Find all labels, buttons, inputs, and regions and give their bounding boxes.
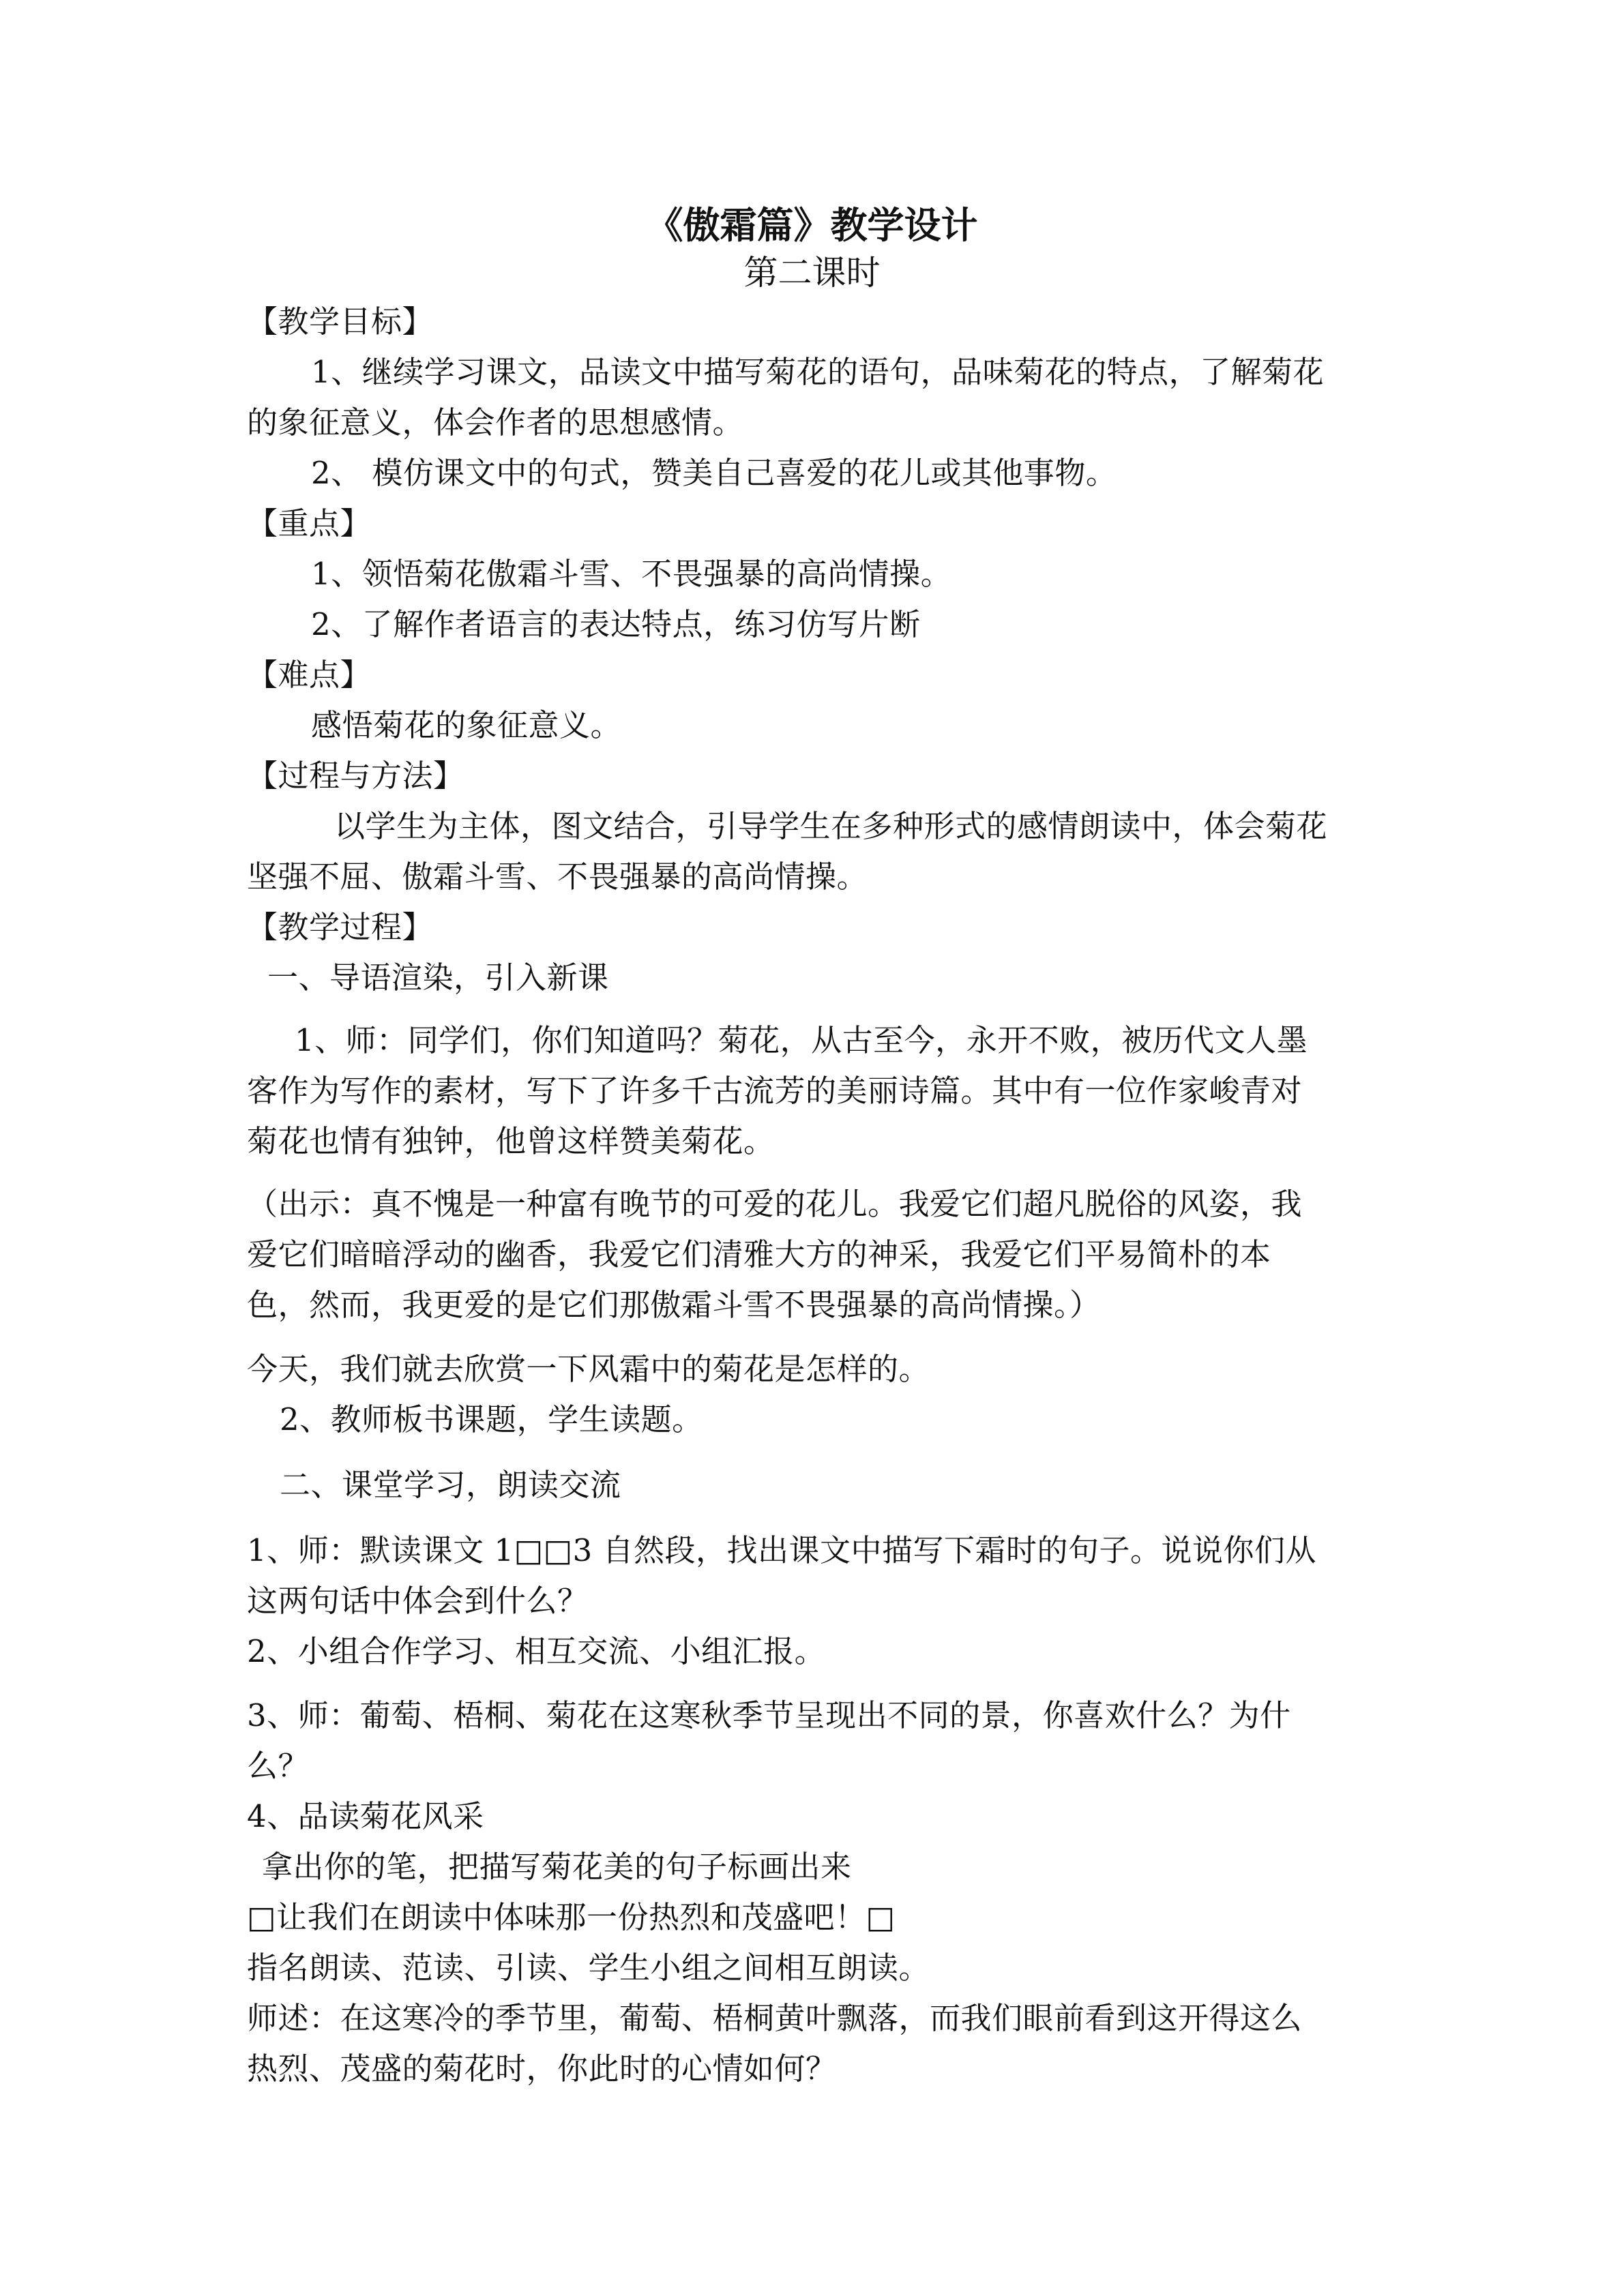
paragraph-line: 指名朗读、范读、引读、学生小组之间相互朗读。 bbox=[247, 1950, 930, 1986]
paragraph-line: 菊花也情有独钟，他曾这样赞美菊花。 bbox=[247, 1123, 775, 1159]
section-heading-key-points: 【重点】 bbox=[247, 505, 372, 541]
subsection-heading: 一、导语渲染，引入新课 bbox=[267, 959, 609, 996]
paragraph-line: 4、品读菊花风采 bbox=[247, 1798, 484, 1834]
paragraph-line: 拿出你的笔，把描写菊花美的句子标画出来 bbox=[262, 1849, 852, 1885]
quote-line: 爱它们暗暗浮动的幽香，我爱它们清雅大方的神采，我爱它们平易简朴的本 bbox=[247, 1236, 1271, 1272]
paragraph-line: 么？ bbox=[247, 1748, 310, 1784]
paragraph-line: 客作为写作的素材，写下了许多千古流芳的美丽诗篇。其中有一位作家峻青对 bbox=[247, 1073, 1303, 1109]
quote-line: 色，然而，我更爱的是它们那傲霜斗雪不畏强暴的高尚情操。） bbox=[247, 1287, 1101, 1323]
section-heading-difficulties: 【难点】 bbox=[247, 657, 372, 693]
paragraph-line: 2、了解作者语言的表达特点，练习仿写片断 bbox=[311, 606, 921, 642]
paragraph-line: 2、小组合作学习、相互交流、小组汇报。 bbox=[247, 1633, 826, 1669]
paragraph-line: 2、 模仿课文中的句式，赞美自己喜爱的花儿或其他事物。 bbox=[311, 455, 1117, 491]
page-subtitle: 第二课时 bbox=[743, 253, 881, 293]
paragraph-line: 感悟菊花的象征意义。 bbox=[311, 707, 622, 743]
paragraph-line: 这两句话中体会到什么？ bbox=[247, 1583, 589, 1619]
paragraph-line: 坚强不屈、傲霜斗雪、不畏强暴的高尚情操。 bbox=[247, 859, 868, 895]
page-title: 《傲霜篇》教学设计 bbox=[646, 203, 978, 247]
paragraph-line: 今天，我们就去欣赏一下风霜中的菊花是怎样的。 bbox=[247, 1351, 930, 1387]
quote-line: （出示：真不愧是一种富有晚节的可爱的花儿。我爱它们超凡脱俗的风姿，我 bbox=[247, 1186, 1303, 1222]
paragraph-line: 的象征意义，体会作者的思想感情。 bbox=[247, 404, 744, 441]
paragraph-line: 1、师：同学们，你们知道吗？菊花，从古至今，永开不败，被历代文人墨 bbox=[295, 1022, 1308, 1058]
paragraph-line: 师述：在这寒冷的季节里，葡萄、梧桐黄叶飘落，而我们眼前看到这开得这么 bbox=[247, 2000, 1303, 2036]
paragraph-line: 2、教师板书课题，学生读题。 bbox=[280, 1401, 703, 1437]
paragraph-line: 以学生为主体，图文结合，引导学生在多种形式的感情朗读中，体会菊花 bbox=[334, 808, 1328, 844]
section-heading-teaching-process: 【教学过程】 bbox=[247, 909, 434, 945]
paragraph-line: 1、继续学习课文，品读文中描写菊花的语句，品味菊花的特点，了解菊花 bbox=[311, 354, 1325, 390]
section-heading-process-method: 【过程与方法】 bbox=[247, 758, 464, 794]
paragraph-line: 热烈、茂盛的菊花时，你此时的心情如何？ bbox=[247, 2051, 837, 2087]
paragraph-line: □让我们在朗读中体味那一份热烈和茂盛吧！□ bbox=[247, 1899, 896, 1935]
paragraph-line: 3、师：葡萄、梧桐、菊花在这寒秋季节呈现出不同的景，你喜欢什么？为什 bbox=[247, 1697, 1291, 1733]
section-heading-objectives: 【教学目标】 bbox=[247, 303, 434, 340]
paragraph-line: 1、师：默读课文 1□□3 自然段，找出课文中描写下霜时的句子。说说你们从 bbox=[247, 1532, 1317, 1568]
subsection-heading: 二、课堂学习，朗读交流 bbox=[280, 1467, 621, 1503]
paragraph-line: 1、领悟菊花傲霜斗雪、不畏强暴的高尚情操。 bbox=[311, 556, 952, 592]
